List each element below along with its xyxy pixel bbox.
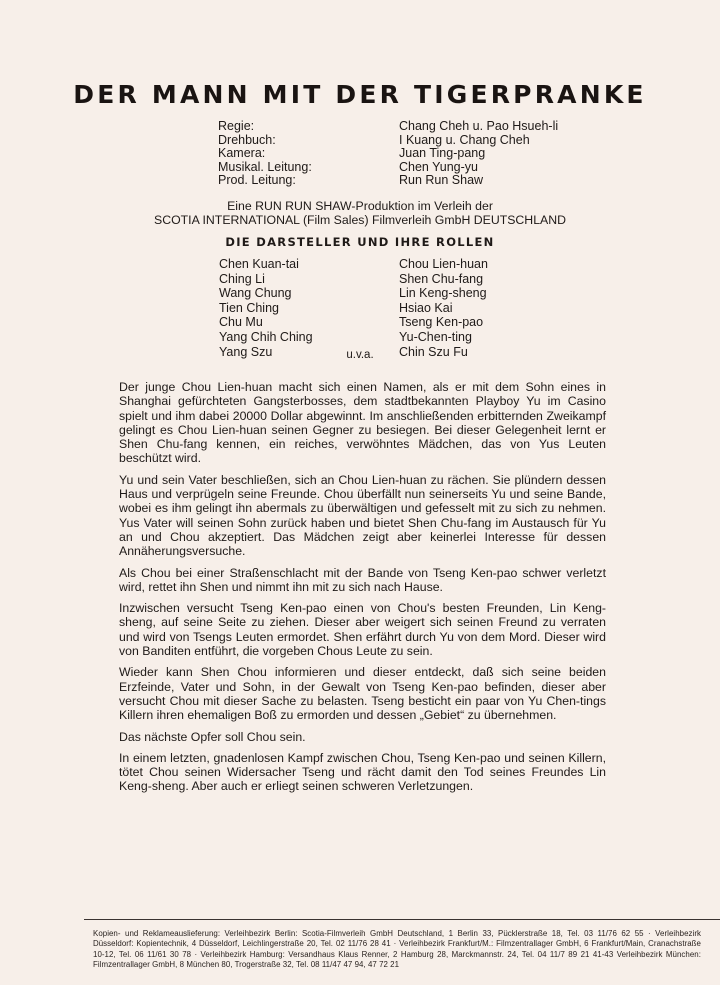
actor-name: Yang Szu — [219, 344, 273, 359]
role-name: Yu-Chen-ting — [399, 329, 472, 344]
actor-name: Chu Mu — [219, 315, 263, 330]
role-name: Lin Keng-sheng — [399, 286, 487, 301]
credit-name: Run Run Shaw — [399, 173, 484, 188]
footer-distribution-info: Kopien- und Reklameauslieferung: Verleihbezirk Berlin: Scotia-Filmverleih GmbH Deutschland, 1 Berlin 33, Pücklerstraße 18, Tel. 03 11/76 62 55 · Verleihbezirk Düsseldorf: Kopientechnik, 4 Düsseldorf, Leichlingerstraße 20, Tel. 02 11/76 28 41 · Verleihbezirk Frankfurt/M.: Filmzentrallager GmbH, 6 Frankfurt/Main, Cranachstraße 10-12, Tel. 06 11/61 30 78 · Verleihbezirk Hamburg: Versandhaus Klaus Renner, 2 Hamburg 28, Marckmannstr. 24, Tel. 04 11/7 89 21 41-43 Verleihbezirk München: Filmzentrallager GmbH, 8 München 80, Trogerstraße 32, Tel. 08 11/47 47 94, 47 72 21 — [93, 929, 701, 970]
cast-actors — [219, 257, 313, 359]
footer-divider — [84, 919, 720, 920]
synopsis — [119, 380, 606, 801]
credit-role: Regie: — [218, 119, 255, 133]
actor-name: Ching Li — [219, 271, 265, 286]
production-line: Eine RUN RUN SHAW-Produktion im Verleih der — [227, 199, 493, 213]
actor-name: Chen Kuan-tai — [219, 257, 299, 271]
role-name: Hsiao Kai — [399, 300, 453, 315]
actor-name: Yang Chih Ching — [219, 329, 313, 344]
credits-names — [399, 120, 558, 188]
cast-roles — [399, 257, 488, 359]
credits-roles — [218, 120, 312, 188]
cast-heading: DIE DARSTELLER UND IHRE ROLLEN — [225, 235, 495, 249]
synopsis-paragraph: In einem letzten, gnadenlosen Kampf zwischen Chou, Tseng Ken-pao und seinen Killern, tötet Chou seinen Widersacher Tseng und rächt damit den Tod seines Freundes Lin Keng-sheng. Aber auch er erliegt seinen schweren Verletzungen. — [119, 750, 606, 794]
synopsis-paragraph: Yu und sein Vater beschließen, sich an Chou Lien-huan zu rächen. Sie plündern dessen Haus und verprügeln seine Freunde. Chou überfällt nun seinerseits Yu und seine Bande, wobei es ihm gelingt ihn abermals zu überwältigen und gefesselt mit zu sich zu nehmen. Yus Vater will seinen Sohn zurück haben und bietet Shen Chu-fang im Austausch für Yu an und Chou akzeptiert. Das Mädchen zeigt aber keinerlei Interesse für dessen Annäherungsversuche. — [119, 472, 606, 559]
credit-role: Kamera: — [218, 146, 266, 161]
synopsis-paragraph: Als Chou bei einer Straßenschlacht mit der Bande von Tseng Ken-pao schwer verletzt wird, rettet ihn Shen und nimmt ihn mit zu sich nach Hause. — [119, 565, 606, 594]
actor-name: Wang Chung — [219, 286, 292, 301]
film-title: DER MANN MIT DER TIGERPRANKE — [73, 80, 647, 109]
credit-role: Musikal. Leitung: — [218, 159, 312, 174]
production-note — [0, 199, 720, 227]
synopsis-paragraph: Das nächste Opfer soll Chou sein. — [119, 729, 306, 744]
credit-name: I Kuang u. Chang Cheh — [399, 132, 530, 147]
role-name: Chou Lien-huan — [399, 257, 488, 271]
credit-role: Drehbuch: — [218, 132, 276, 147]
credit-name: Chen Yung-yu — [399, 159, 478, 174]
synopsis-paragraph: Wieder kann Shen Chou informieren und dieser entdeckt, daß sich seine beiden Erzfeinde, Vater und Sohn, in der Gewalt von Tseng Ken-pao befinden, dieser aber versucht Chou mit dieser Sache zu belasten. Tseng besticht ein paar von Yu Chen-tings Killern ihren ehemaligen Boß zu ermorden und dessen „Gebiet“ zu übernehmen. — [119, 665, 606, 723]
role-name: Shen Chu-fang — [399, 271, 484, 286]
cast-more: u.v.a. — [346, 349, 374, 361]
synopsis-paragraph: Inzwischen versucht Tseng Ken-pao einen von Chou's besten Freunden, Lin Keng-sheng, auf seine Seite zu ziehen. Dieser aber weigert sich seinen Freund zu verraten und wird von Tsengs Leuten ermordet. Shen erfährt durch Yu von dem Mord. Dieser wird von Banditen entführt, die vorgeben Chous Leute zu sein. — [119, 601, 606, 659]
role-name: Chin Szu Fu — [399, 344, 468, 359]
role-name: Tseng Ken-pao — [399, 315, 484, 330]
synopsis-paragraph: Der junge Chou Lien-huan macht sich einen Namen, als er mit dem Sohn eines in Shanghai gefürchteten Gangsterbosses, dem stadtbekannten Playboy Yu im Casino spielt und ihm dabei 20000 Dollar abgewinnt. Im anschließenden erbitternden Zweikampf gelingt es Chou Lien-huan seinen Gegner zu besiegen. Bei dieser Gelegenheit lernt er Shen Chu-fang kennen, ein reiches, verwöhntes Mädchen, das von Yus Leuten beschützt wird. — [119, 380, 606, 466]
distributor-line: SCOTIA INTERNATIONAL (Film Sales) Filmverleih GmbH DEUTSCHLAND — [154, 213, 566, 227]
credit-name: Chang Cheh u. Pao Hsueh-li — [399, 119, 559, 133]
credit-name: Juan Ting-pang — [399, 146, 486, 161]
credit-role: Prod. Leitung: — [218, 173, 296, 188]
actor-name: Tien Ching — [219, 300, 279, 315]
